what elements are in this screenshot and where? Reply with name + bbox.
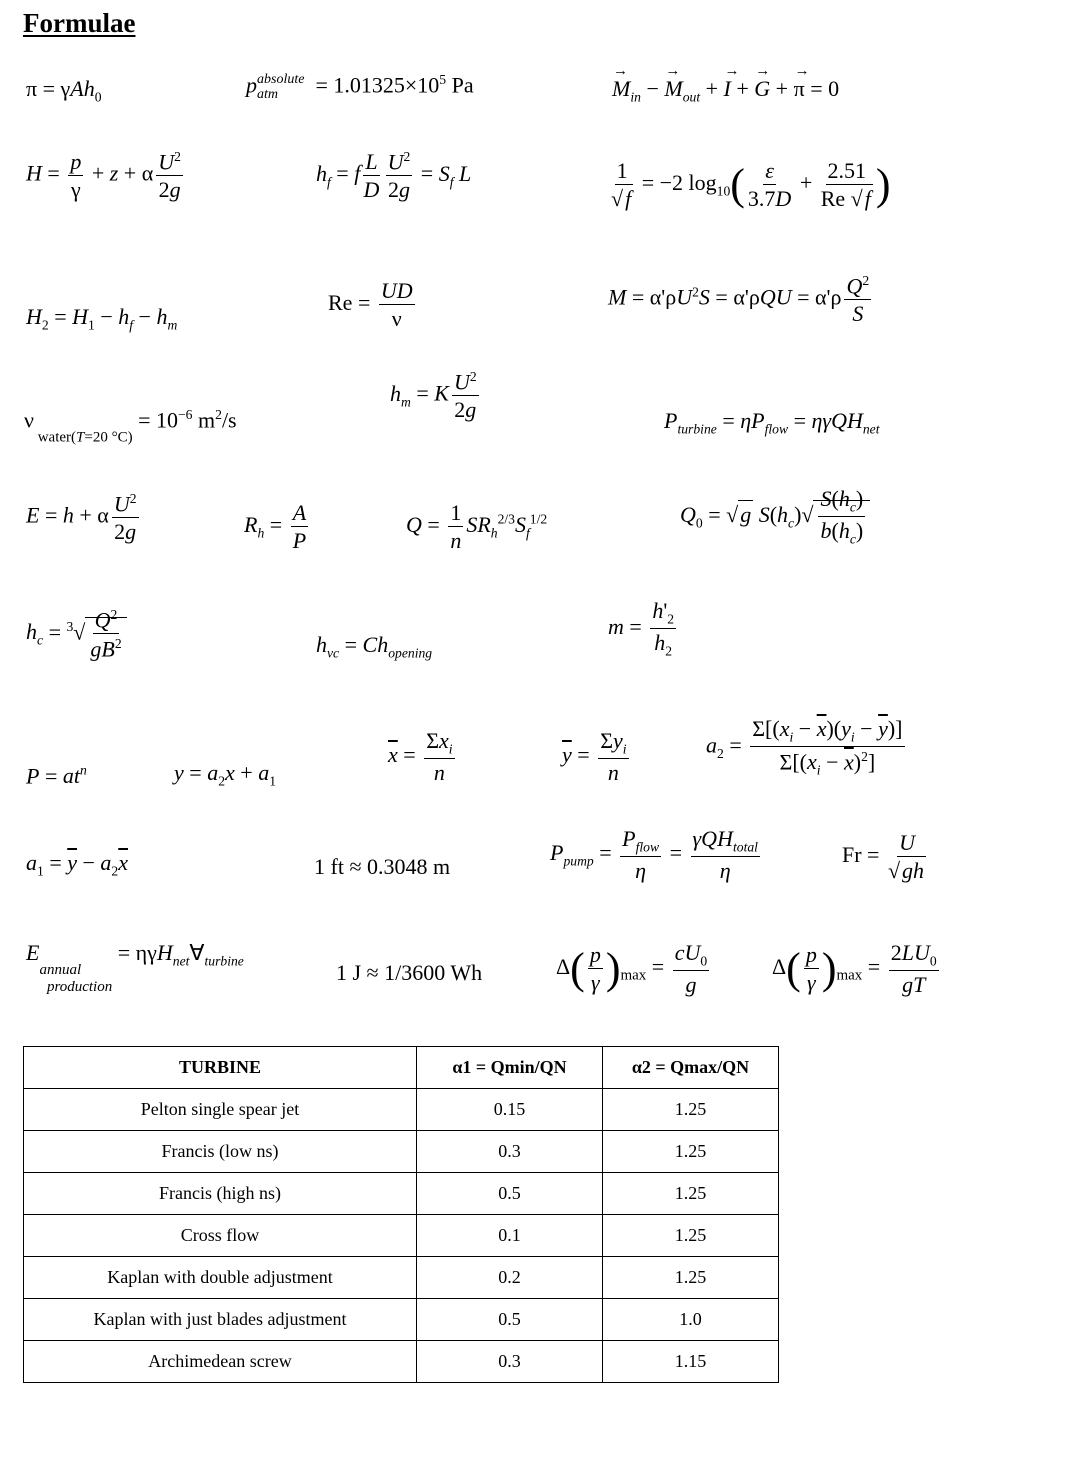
- formula-momentum: → $M_{in}$ − → $M_{out}$ + → I + → G + → π = 0: [612, 78, 839, 104]
- cell-alpha2: 1.25: [603, 1257, 779, 1299]
- cell-alpha1: 0.2: [417, 1257, 603, 1299]
- formula-nu: ν $_{water(T=20 ^\circ C)} = 10^{-6}$ $m^2/s$: [24, 407, 237, 446]
- formula-hm: $h_m = K$ $\frac{U^2}{2g}$: [390, 369, 477, 423]
- formula-dp1: Δ( $\frac{p}{\gamma}$ )$_{max}$ = $\frac{cU_0}{g}$: [556, 940, 708, 998]
- cell-alpha2: 1.25: [603, 1089, 779, 1131]
- formula-text-list: [0, 0, 1, 1]
- cell-alpha2: 1.25: [603, 1173, 779, 1215]
- formula-xbar: $\overline{x}$ = $\Sigma x_i$ n: [388, 728, 453, 786]
- formula-Rh: $R_h$ = $\frac{A}{P}$: [244, 500, 307, 553]
- table-header-row: [24, 1047, 779, 1089]
- formula-m: m = $\frac{h'_2}{h_2}$: [608, 598, 675, 659]
- table-row: [24, 1215, 779, 1257]
- cell-alpha2: 1.25: [603, 1215, 779, 1257]
- table-row: [24, 1341, 779, 1383]
- table-row: [24, 1089, 779, 1131]
- cell-alpha2: 1.25: [603, 1131, 779, 1173]
- formula-a2: $a_2$ = $\frac{\Sigma[(x_i - \overline{x})(y_i - \overline{y})]}{\Sigma[(x_i - \overline{x})^2]}$: [706, 716, 903, 778]
- cell-turbine: Francis (low ns): [24, 1131, 417, 1173]
- cell-turbine: Pelton single spear jet: [24, 1089, 417, 1131]
- formula-Fr: Fr = $\frac{U}{√gh}$: [842, 830, 925, 883]
- cell-alpha1: 0.5: [417, 1173, 603, 1215]
- cell-turbine: Archimedean screw: [24, 1341, 417, 1383]
- formula-Eannual: E annual production = $\eta\gamma H_{net}\forall_{turbine}$: [26, 940, 244, 995]
- formula-dp2: Δ( $\frac{p}{\gamma}$ )$_{max}$ = $\frac{2LU_0}{gT}$: [772, 940, 937, 998]
- formula-pi: π = γAh$_0$: [26, 76, 102, 105]
- formula-manning: Q = $\frac{1}{n}$ $SR_h^{2/3}S_f^{1/2}$: [406, 500, 548, 553]
- table-row: [24, 1257, 779, 1299]
- formula-ybar: $\overline{y}$ = $\Sigma y_i$ n: [562, 728, 627, 786]
- formula-pturbine: $P_{turbine} = \eta P_{flow} = \eta\gamma QH_{net}$: [664, 408, 880, 437]
- cell-alpha1: 0.3: [417, 1131, 603, 1173]
- cell-turbine: Francis (high ns): [24, 1173, 417, 1215]
- formula-E: E = h + α $\frac{U^2}{2g}$: [26, 491, 137, 545]
- formula-Q0: $Q_0 = √g$ $S(h_c)√$ $\frac{S(h_c)}{b(h_c)}$: [680, 488, 870, 546]
- formula-ppump: $P_{pump}$ = $P_{flow}$ η = γQH$_{total}$ η: [550, 826, 758, 884]
- turbine-table: [23, 1046, 779, 1383]
- formula-a1: $a_1 = \overline{y} - a_2\overline{x}$: [26, 850, 128, 879]
- formula-colebrook: $\frac{1}{√f}$ = −2 $\log_{10}$( $\frac{\varepsilon}{3.7D}$ + $\frac{2.51}{Re √f}$ ): [611, 158, 891, 211]
- formula-M: $M = \alpha'\rho U^2S = \alpha'\rho QU = \alpha'\rho$ $\frac{Q^2}{S}$: [608, 273, 870, 327]
- cell-alpha1: 0.5: [417, 1299, 603, 1341]
- formula-hf: $h_f = f$ $\frac{L}{D}$ $\frac{U^2}{2g}$ = $S_f$ L: [316, 148, 472, 203]
- table-row: [24, 1299, 779, 1341]
- cell-turbine: Kaplan with just blades adjustment: [24, 1299, 417, 1341]
- cell-alpha2: 1.0: [603, 1299, 779, 1341]
- header-alpha1: α1 = Qmin/QN: [417, 1047, 603, 1089]
- formula-patm: p absolute atm = $1.01325\times 10^5$ Pa: [246, 72, 474, 103]
- formula-hvc: $h_{vc} = Ch_{opening}$: [316, 632, 433, 661]
- cell-turbine: Kaplan with double adjustment: [24, 1257, 417, 1299]
- formula-P: $P = at^n$: [26, 763, 87, 789]
- header-turbine: TURBINE: [24, 1047, 417, 1089]
- formula-y: $y = a_2x + a_1$: [174, 760, 276, 789]
- formula-J: 1 J ≈ 1/3600 Wh: [336, 960, 483, 985]
- formula-head: H = $\frac{p}{\gamma}$ + z + α $\frac{U^2}{2g}$: [26, 148, 181, 203]
- formula-h2: $H_2 = H_1 - h_f - h_m$: [26, 304, 178, 333]
- formula-ft: 1 ft ≈ 0.3048 m: [314, 854, 451, 879]
- table-row: [24, 1173, 779, 1215]
- formula-re: Re = $\frac{UD}{\nu}$: [328, 278, 413, 331]
- cell-alpha2: 1.15: [603, 1341, 779, 1383]
- header-alpha2: α2 = Qmax/QN: [603, 1047, 779, 1089]
- cell-alpha1: 0.1: [417, 1215, 603, 1257]
- table-row: [24, 1131, 779, 1173]
- page-title: Formulae: [23, 8, 136, 38]
- cell-alpha1: 0.15: [417, 1089, 603, 1131]
- cell-alpha1: 0.3: [417, 1341, 603, 1383]
- cell-turbine: Cross flow: [24, 1215, 417, 1257]
- formula-hc: $h_c = ^3√$ $\frac{Q^2}{gB^2}$: [26, 608, 127, 661]
